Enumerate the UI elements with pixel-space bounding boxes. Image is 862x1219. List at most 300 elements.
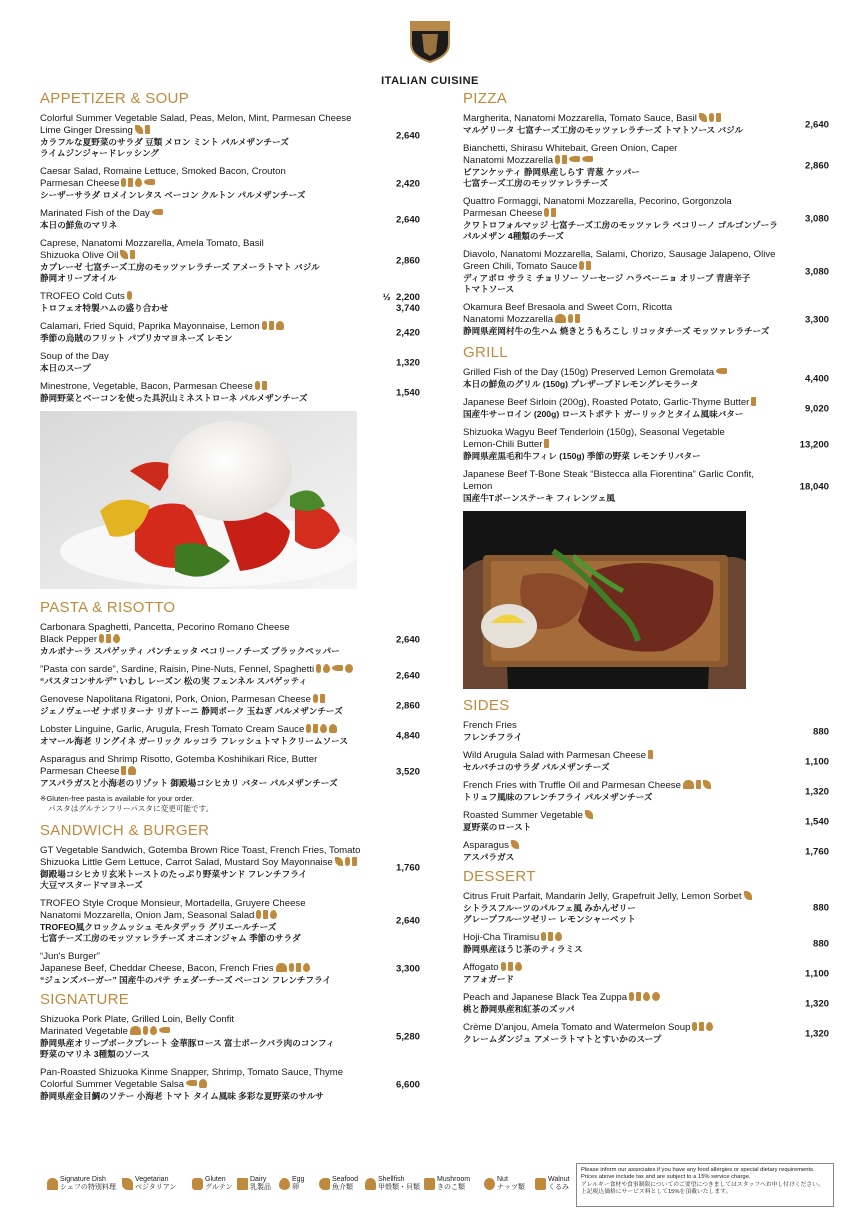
allergen-icons: [119, 178, 155, 189]
egg-icon: [135, 178, 142, 187]
item-price: 2,860: [804, 160, 829, 172]
legend-label-en: Gluten: [205, 1176, 226, 1183]
item-name-jp: 静岡県産金目鯛のソテー 小海老 トマト タイム風味 多彩な夏野菜のサルサ: [40, 1091, 324, 1101]
item-name-jp: クワトロフォルマッジ 七富チーズ工房のモッツァレラ ペコリーノ ゴルゴンゾーラ: [463, 220, 778, 230]
gluten-icon: [629, 992, 634, 1001]
item-name: Genovese Napolitana Rigatoni, Pork, Onion, Parmesan Cheese: [40, 694, 372, 706]
item-name-jp: ジェノヴェーゼ ナポリターナ リガトーニ 静岡ポーク 玉ねぎ パルメザンチーズ: [40, 706, 343, 716]
item-name: Lobster Linguine, Garlic, Arugula, Fresh Tomato Cream Sauce: [40, 724, 372, 736]
allergen-icons: [690, 1022, 713, 1033]
allergen-icons: [118, 250, 135, 261]
allergen-icons: [714, 367, 727, 378]
item-price: 2,640: [395, 670, 420, 681]
allergen-icons: [697, 113, 721, 124]
item-name-jp: オマール海老 リングイネ ガーリック ルッコラ フレッシュトマトクリームソース: [40, 736, 348, 746]
item-price: 4,840: [395, 730, 420, 741]
item-price: 2,860: [395, 255, 420, 267]
legend-label-jp: くるみ: [548, 1184, 569, 1191]
item-name-jp: “ジュンズバーガー” 国産牛のパテ チェダーチーズ ベーコン フレンチフライ: [40, 975, 332, 985]
item-name: Grilled Fish of the Day (150g) Preserved Lemon Gremolata: [463, 367, 781, 379]
signature-list: [40, 1014, 420, 1102]
item-name: “Jun's Burger”: [40, 951, 100, 962]
item-name-jp-line2: パルメザン 4種類のチーズ: [463, 231, 564, 241]
legend-label: [548, 1176, 570, 1192]
allergen-icons: [253, 381, 267, 392]
item-name-jp-line2: 大豆マスタードマヨネーズ: [40, 880, 143, 890]
item-name: Wild Arugula Salad with Parmesan Cheese: [463, 750, 781, 762]
item-name: Soup of the Day: [40, 351, 109, 362]
allergen-icons: [119, 766, 136, 777]
vegetarian-icon: [585, 810, 593, 819]
item-name: Shizuoka Wagyu Beef Tenderloin (150g), Seasonal Vegetable: [463, 427, 725, 438]
menu-item: [463, 196, 829, 242]
item-name: Quattro Formaggi, Nanatomi Mozzarella, Pecorino, Gorgonzola: [463, 196, 732, 207]
item-name: Japanese Beef T-Bone Steak “Bistecca alla Fiorentina” Garlic Confit, Lemon: [463, 469, 754, 492]
vegetarian-icon: [122, 1178, 133, 1190]
egg-icon: [150, 1026, 157, 1035]
legend-label-jp: 甲殻類・貝類: [378, 1184, 420, 1191]
item-name-jp-line2: 野菜のマリネ 3種類のソース: [40, 1049, 150, 1059]
section-appetizer-title: APPETIZER & SOUP: [40, 90, 189, 107]
menu-item: [463, 249, 829, 295]
legend-label-jp: 乳製品: [250, 1184, 271, 1191]
vegetarian-icon: [335, 857, 343, 866]
grill-list: [463, 367, 829, 504]
legend-label: [378, 1176, 420, 1192]
gluten-icon: [345, 857, 350, 866]
item-name: Citrus Fruit Parfait, Mandarin Jelly, Grapefruit Jelly, Lemon Sorbet: [463, 891, 781, 903]
menu-item: [40, 1067, 420, 1102]
disclaimer-line-1: Please inform our associates if you have any food allergies or special dietary requirements.: [581, 1167, 815, 1173]
menu-item: [40, 208, 420, 231]
item-price: 2,420: [395, 327, 420, 338]
allergen-icons: [314, 664, 353, 675]
gluten-icon: [121, 178, 126, 187]
item-name-jp: 国産牛サーロイン (200g) ローストポテト ガーリックとタイム風味バター: [463, 409, 744, 419]
dairy-icon: [575, 314, 580, 323]
dairy-icon: [320, 694, 325, 703]
item-name: Diavolo, Nanatomi Mozzarella, Salami, Chorizo, Sausage Jalapeno, Olive: [463, 249, 776, 260]
menu-item: [463, 1022, 829, 1045]
dairy-icon: [696, 780, 701, 789]
dairy-icon: [269, 321, 274, 330]
item-price: 2,860: [395, 700, 420, 711]
legend-label-jp: シェフの特別料理: [60, 1184, 116, 1191]
section-sides-title: SIDES: [463, 697, 510, 714]
item-price: 1,540: [804, 816, 829, 827]
allergen-icons: [542, 208, 556, 219]
item-price: 6,600: [395, 1079, 420, 1090]
gluten-icon: [568, 314, 573, 323]
walnut-icon: [535, 1178, 546, 1190]
dairy-icon: [237, 1178, 248, 1190]
legend-label-jp: ナッツ類: [497, 1184, 525, 1191]
item-price: 2,420: [395, 178, 420, 189]
menu-item: [40, 845, 420, 891]
vegetarian-icon: [699, 113, 707, 122]
item-name: Roasted Summer Vegetable: [463, 810, 781, 822]
dairy-icon: [263, 910, 268, 919]
dairy-icon: [716, 113, 721, 122]
item-name-jp: マルゲリータ 七富チーズ工房のモッツァレラチーズ トマトソース バジル: [463, 125, 744, 135]
item-name-jp-line2: 七富チーズ工房のモッツァレラチーズ: [463, 178, 608, 188]
legend-label-en: Mushroom: [437, 1176, 471, 1183]
section-dessert-title: DESSERT: [463, 868, 536, 885]
dairy-icon: [121, 766, 126, 775]
item-name-line2: Colorful Summer Vegetable Salsa: [40, 1079, 372, 1091]
item-price: 18,040: [799, 481, 829, 492]
shellfish-icon: [128, 766, 136, 775]
item-name: Pan-Roasted Shizuoka Kinme Snapper, Shrimp, Tomato Sauce, Thyme: [40, 1067, 344, 1078]
item-price: 1,320: [395, 357, 420, 368]
item-name: Caesar Salad, Romaine Lettuce, Smoked Bacon, Crouton: [40, 166, 286, 177]
item-name-line2: Green Chili, Tomato Sauce: [463, 261, 781, 273]
legend-label-jp: ベジタリアン: [135, 1184, 177, 1191]
item-price: 3,520: [395, 766, 420, 777]
item-name-line2: Nanatomi Mozzarella: [463, 155, 781, 167]
item-price: 1,100: [804, 968, 829, 979]
legend-label-jp: きのこ類: [437, 1184, 465, 1191]
allergen-icons: [749, 397, 756, 408]
item-name-jp: アスパラガスと小海老のリゾット 御殿場コシヒカリ バター パルメザンチーズ: [40, 778, 338, 788]
dairy-icon: [562, 155, 567, 164]
item-name-jp: アスパラガス: [463, 852, 515, 862]
item-name-jp-line2: ライムジンジャードレッシング: [40, 148, 159, 158]
allergen-icons: [133, 125, 150, 136]
nut-icon: [484, 1178, 495, 1190]
item-name: Caprese, Nanatomi Mozzarella, Amela Tomato, Basil: [40, 238, 264, 249]
item-name-jp: 国産牛Tボーンステーキ フィレンツェ風: [463, 493, 615, 503]
seafood-icon: [152, 209, 163, 215]
allergen-icons: [553, 155, 593, 166]
item-name-line2: Parmesan Cheese: [40, 766, 372, 778]
item-price: 2,640: [395, 915, 420, 927]
egg-icon: [279, 1178, 290, 1190]
shellfish-icon: [276, 321, 284, 330]
item-price: 2,640: [395, 634, 420, 645]
nut-icon: [652, 992, 660, 1001]
item-name: Shizuoka Pork Plate, Grilled Loin, Belly Confit: [40, 1014, 235, 1025]
allergen-icons: [184, 1079, 207, 1090]
item-name: French Fries: [463, 720, 517, 731]
item-price: 1,760: [395, 862, 420, 874]
item-price: 5,280: [395, 1031, 420, 1043]
menu-item: [40, 351, 420, 374]
menu-item: [463, 367, 829, 390]
seafood-icon: [144, 179, 155, 185]
legend-label-en: Seafood: [332, 1176, 359, 1183]
allergen-icons: [627, 992, 660, 1003]
menu-item: [463, 840, 829, 863]
item-name: Asparagus: [463, 840, 781, 852]
dairy-icon: [106, 634, 111, 643]
item-name: ”Pasta con sarde”, Sardine, Raisin, Pine-Nuts, Fennel, Spaghetti: [40, 664, 372, 676]
section-sandwich-title: SANDWICH & BURGER: [40, 822, 210, 839]
dessert-list: [463, 891, 829, 1045]
allergen-icons: [274, 963, 310, 974]
menu-item: [40, 951, 420, 986]
caprese-illustration: [40, 411, 357, 589]
legend-label: [135, 1176, 176, 1192]
item-price: 1,760: [804, 846, 829, 857]
pasta-list: [40, 622, 420, 789]
mushroom-icon: [424, 1178, 435, 1190]
allergen-icons: [539, 932, 562, 943]
item-price: 3,080: [804, 213, 829, 225]
legend-label: [497, 1176, 525, 1192]
dairy-icon: [648, 750, 653, 759]
dairy-icon: [262, 381, 267, 390]
item-name: French Fries with Truffle Oil and Parmesan Cheese: [463, 780, 781, 792]
menu-item: [463, 469, 829, 504]
item-name-jp: 本日の鮮魚のグリル (150g) プレザーブドレモングレモラータ: [463, 379, 699, 389]
allergen-icons: [646, 750, 653, 761]
dairy-icon: [313, 724, 318, 733]
legend-label: [250, 1176, 271, 1192]
gluten-icon: [127, 291, 132, 300]
item-name-jp: 本日の鮮魚のマリネ: [40, 220, 118, 230]
item-name-line2: Parmesan Cheese: [40, 178, 372, 190]
item-name-line2: Japanese Beef, Cheddar Cheese, Bacon, French Fries: [40, 963, 372, 975]
item-name-jp: 夏野菜のロースト: [463, 822, 532, 832]
menu-item: [463, 932, 829, 955]
allergen-icons: [150, 208, 163, 219]
gluten-icon: [255, 381, 260, 390]
egg-icon: [515, 962, 522, 971]
item-name: GT Vegetable Sandwich, Gotemba Brown Rice Toast, French Fries, Tomato: [40, 845, 361, 856]
sandwich-list: [40, 845, 420, 986]
trofeo-logo: [380, 18, 480, 87]
section-pasta-title: PASTA & RISOTTO: [40, 599, 176, 616]
item-price: 13,200: [799, 439, 829, 450]
item-name: Bianchetti, Shirasu Whitebait, Green Onion, Caper: [463, 143, 678, 154]
disclaimer-line-2: Prices above include tax and are subject to a 15% service charge.: [581, 1174, 751, 1181]
item-price: 880: [812, 726, 829, 737]
legend-label-en: Dairy: [250, 1176, 267, 1183]
egg-icon: [323, 664, 330, 673]
gluten-free-note-en: ※Gluten-free pasta is available for your order.: [40, 794, 195, 803]
item-name: Japanese Beef Sirloin (200g), Roasted Potato, Garlic-Thyme Butter: [463, 397, 781, 409]
menu-item: [40, 321, 420, 344]
item-name-jp: カプレーゼ 七富チーズ工房のモッツァレラチーズ アメーラトマト バジル: [40, 262, 320, 272]
gluten-icon: [262, 321, 267, 330]
gluten-icon: [709, 113, 714, 122]
legend-label-jp: 卵: [292, 1184, 299, 1191]
nut-icon: [345, 664, 353, 673]
shellfish-icon: [329, 724, 337, 733]
item-price: 880: [812, 902, 829, 914]
egg-icon: [320, 724, 327, 733]
legend-label-en: Nut: [497, 1176, 508, 1183]
menu-item: [463, 397, 829, 420]
item-name-jp: シーザーサラダ ロメインレタス ベーコン クルトン パルメザンチーズ: [40, 190, 306, 200]
item-name-jp: トロフェオ特製ハムの盛り合わせ: [40, 303, 169, 313]
dairy-icon: [145, 125, 150, 134]
legend-label-en: Egg: [292, 1176, 305, 1183]
seafood-icon: [569, 156, 580, 162]
gluten-icon: [306, 724, 311, 733]
signature-dish-icon: [683, 780, 694, 789]
allergen-icons: [509, 840, 519, 851]
menu-item: [463, 427, 829, 462]
item-name-jp: セルバチコのサラダ パルメザンチーズ: [463, 762, 610, 772]
legend-label-en: Signature Dish: [60, 1176, 106, 1183]
item-name-jp: アフォガード: [463, 974, 515, 984]
menu-item: [463, 891, 829, 925]
gluten-icon: [555, 155, 560, 164]
legend-label-en: Shellfish: [378, 1176, 405, 1183]
dairy-icon: [551, 208, 556, 217]
item-name-jp: 静岡県産ほうじ茶のティラミス: [463, 944, 583, 954]
menu-item: [463, 962, 829, 985]
item-price: 2,640: [804, 119, 829, 130]
gluten-icon: [192, 1178, 203, 1190]
item-name-line2: Nanatomi Mozzarella, Onion Jam, Seasonal Salad: [40, 910, 372, 922]
item-name-jp: トリュフ風味のフレンチフライ パルメザンチーズ: [463, 792, 653, 802]
dairy-icon: [508, 962, 513, 971]
gluten-icon: [289, 963, 294, 972]
gluten-icon: [541, 932, 546, 941]
seafood-icon: [332, 665, 343, 671]
item-name-line2: Lemon-Chili Butter: [463, 439, 781, 451]
dairy-icon: [751, 397, 756, 406]
menu-item: [463, 113, 829, 136]
item-name-jp: 桃と静岡県産和紅茶のズッパ: [463, 1004, 575, 1014]
menu-item: [40, 622, 420, 657]
item-price: ½ 2,200 3,740: [382, 291, 420, 314]
disclaimer-line-4: 上記税込価格にサービス料として15%を頂戴いたします。: [581, 1189, 732, 1196]
item-name-jp-line2: トマトソース: [463, 284, 515, 294]
allergen-icons: [577, 261, 591, 272]
disclaimer-line-3: アレルギー食材や食事制限についてのご要望につきましてはスタッフへお申し付けください。: [581, 1181, 824, 1188]
item-price: 3,080: [804, 266, 829, 278]
egg-icon: [643, 992, 650, 1001]
item-name-jp: 静岡県産黒毛和牛フィレ (150g) 季節の野菜 レモンチリバター: [463, 451, 701, 461]
item-name: Okamura Beef Bresaola and Sweet Corn, Ricotta: [463, 302, 673, 313]
item-name: Affogato: [463, 962, 781, 974]
item-name-jp: フレンチフライ: [463, 732, 523, 742]
appetizer-list: [40, 113, 420, 404]
vegetarian-icon: [511, 840, 519, 849]
item-price: 3,300: [804, 314, 829, 325]
vegetarian-icon: [120, 250, 128, 259]
legend-label-jp: グルテン: [205, 1184, 233, 1191]
trofeo-shield-logo: [407, 18, 453, 64]
menu-item: [40, 166, 420, 201]
item-name-line2: Shizuoka Olive Oil: [40, 250, 372, 262]
dairy-icon: [544, 439, 549, 448]
item-name-line2: Marinated Vegetable: [40, 1026, 372, 1038]
seafood-icon: [186, 1080, 197, 1086]
item-price: 2,640: [395, 130, 420, 142]
item-name: Calamari, Fried Squid, Paprika Mayonnaise, Lemon: [40, 321, 372, 333]
legend-label-jp: 魚介類: [332, 1184, 353, 1191]
item-name-jp: 静岡野菜とベーコンを使った具沢山ミネストローネ パルメザンチーズ: [40, 393, 308, 403]
allergen-legend: [45, 1176, 570, 1198]
menu-item: [40, 1014, 420, 1060]
dairy-icon: [352, 857, 357, 866]
menu-item: [463, 992, 829, 1015]
item-name-jp: ディアボロ サラミ チョリソー ソーセージ ハラペーニョ オリーブ 青唐辛子: [463, 273, 751, 283]
item-price: 1,100: [804, 756, 829, 767]
allergen-icons: [125, 291, 132, 302]
menu-item: [40, 664, 420, 687]
egg-icon: [113, 634, 120, 643]
item-name: Minestrone, Vegetable, Bacon, Parmesan Cheese: [40, 381, 372, 393]
gluten-free-note-jp: パスタはグルテンフリーパスタに変更可能です。: [48, 804, 214, 813]
menu-item: [40, 113, 420, 159]
gluten-icon: [316, 664, 321, 673]
menu-item: [40, 898, 420, 944]
menu-item: [40, 754, 420, 789]
item-name-line2: Nanatomi Mozzarella: [463, 314, 781, 326]
item-name: Crème D'anjou, Amela Tomato and Watermelon Soup: [463, 1022, 781, 1034]
item-name-jp: クレームダンジュ アメーラトマトとすいかのスープ: [463, 1034, 662, 1044]
menu-item: [463, 750, 829, 773]
gluten-icon: [501, 962, 506, 971]
allergen-icons: [681, 780, 711, 791]
signature-dish-icon: [555, 314, 566, 323]
item-name-jp: ビアンケッティ 静岡県産しらす 青葱 ケッパー: [463, 167, 640, 177]
signature-dish-icon: [276, 963, 287, 972]
item-name-jp: 静岡県産岡村牛の生ハム 焼きとうもろこし リコッタチーズ モッツァレラチーズ: [463, 326, 770, 336]
menu-item: [463, 143, 829, 189]
egg-icon: [303, 963, 310, 972]
egg-icon: [270, 910, 277, 919]
seafood-icon: [319, 1178, 330, 1190]
gluten-free-note: [40, 794, 420, 814]
item-name-jp: シトラスフルーツのパルフェ風 みかんゼリー: [463, 903, 636, 913]
item-name-line2: Shizuoka Little Gem Lettuce, Carrot Salad, Mustard Soy Mayonnaise: [40, 857, 372, 869]
dairy-icon: [699, 1022, 704, 1031]
item-name: TROFEO Cold Cuts: [40, 291, 372, 303]
vegetarian-icon: [744, 891, 752, 900]
right-column: [463, 90, 829, 1052]
item-price: 1,320: [804, 998, 829, 1009]
menu-item: [40, 238, 420, 284]
item-name-jp: カラフルな夏野菜のサラダ 豆類 メロン ミント パルメザンチーズ: [40, 137, 289, 147]
gluten-icon: [692, 1022, 697, 1031]
item-name-jp: 御殿場コシヒカリ玄米トーストのたっぷり野菜サンド フレンチフライ: [40, 869, 308, 879]
gluten-icon: [256, 910, 261, 919]
gluten-icon: [579, 261, 584, 270]
dairy-icon: [636, 992, 641, 1001]
item-name-line2: Lime Ginger Dressing: [40, 125, 372, 137]
item-price: 1,320: [804, 786, 829, 797]
dairy-icon: [548, 932, 553, 941]
sides-list: [463, 720, 829, 863]
vegetarian-icon: [135, 125, 143, 134]
dairy-icon: [296, 963, 301, 972]
menu-item: [40, 724, 420, 747]
menu-item: [40, 694, 420, 717]
dairy-icon: [128, 178, 133, 187]
section-pizza-title: PIZZA: [463, 90, 508, 107]
item-price: 9,020: [804, 403, 829, 414]
item-name-line2: Parmesan Cheese: [463, 208, 781, 220]
legend-label-en: Walnut: [548, 1176, 570, 1183]
item-name: Asparagus and Shrimp Risotto, Gotemba Koshihikari Rice, Butter: [40, 754, 318, 765]
menu-item: [463, 780, 829, 803]
item-name-jp: 静岡県産オリーブポークプレート 金華豚ロース 富士ポークバラ肉のコンフィ: [40, 1038, 335, 1048]
caprese-photo: [40, 411, 357, 589]
legend-label-en: Vegetarian: [135, 1176, 169, 1183]
seafood-icon: [582, 156, 593, 162]
gluten-icon: [313, 694, 318, 703]
steak-illustration: [463, 511, 746, 689]
allergen-icons: [542, 439, 549, 450]
legend-label: [205, 1176, 232, 1192]
